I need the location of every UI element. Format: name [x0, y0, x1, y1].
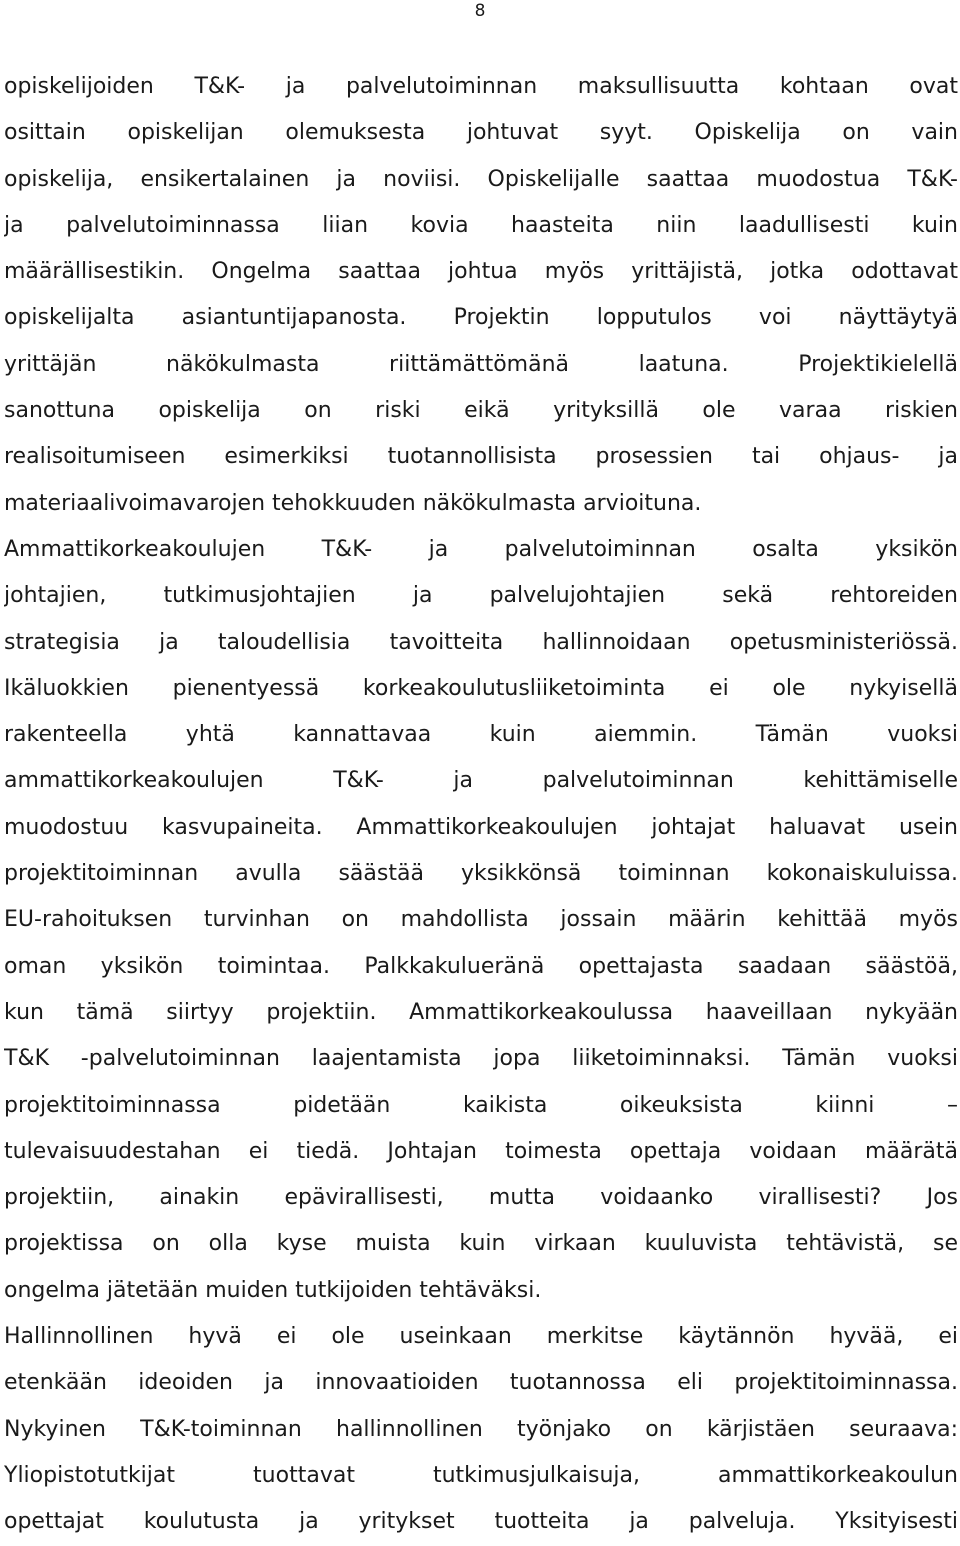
text-line: ongelma jätetään muiden tutkijoiden tehtäväksi. — [4, 1277, 542, 1303]
text-line: T&K -palvelutoiminnan laajentamista jopa liiketoiminnaksi. Tämän vuoksi — [4, 1046, 958, 1072]
text-line: osittain opiskelijan olemuksesta johtuvat syyt. Opiskelija on vain — [4, 120, 958, 146]
text-line: ammattikorkeakoulujen T&K- ja palvelutoiminnan kehittämiselle — [4, 768, 958, 794]
text-line: Yliopistotutkijat tuottavat tutkimusjulkaisuja, ammattikorkeakoulun — [4, 1462, 958, 1488]
text-line: Ikäluokkien pienentyessä korkeakoulutusliiketoiminta ei ole nykyisellä — [4, 675, 958, 701]
text-line: opiskelija, ensikertalainen ja noviisi. Opiskelijalle saattaa muodostua T&K- — [4, 166, 958, 192]
text-line: ja palvelutoiminnassa liian kovia haasteita niin laadullisesti kuin — [4, 212, 958, 238]
text-line: opiskelijoiden T&K- ja palvelutoiminnan maksullisuutta kohtaan ovat — [4, 74, 958, 99]
text-line: yrittäjän näkökulmasta riittämättömänä laatuna. Projektikielellä — [4, 351, 958, 377]
text-line: opiskelijalta asiantuntijapanosta. Projektin lopputulos voi näyttäytyä — [4, 305, 958, 331]
text-line: strategisia ja taloudellisia tavoitteita hallinnoidaan opetusministeriössä. — [4, 629, 958, 655]
text-line: Nykyinen T&K-toiminnan hallinnollinen työnjako on kärjistäen seuraava: — [4, 1416, 958, 1442]
paragraph — [4, 1314, 958, 1545]
text-line: etenkään ideoiden ja innovaatioiden tuotannossa eli projektitoiminnassa. — [4, 1370, 958, 1396]
text-line: oman yksikön toimintaa. Palkkakulueränä opettajasta saadaan säästöä, — [4, 953, 958, 979]
text-line: projektitoiminnan avulla säästää yksikkönsä toiminnan kokonaiskuluissa. — [4, 861, 958, 887]
page-number: 8 — [474, 1, 486, 21]
text-line: Ammattikorkeakoulujen T&K- ja palvelutoiminnan osalta yksikön — [4, 536, 958, 562]
document-body — [4, 64, 958, 1546]
text-line: opettajat koulutusta ja yritykset tuotteita ja palveluja. Yksityisesti — [4, 1509, 958, 1535]
paragraph — [4, 64, 958, 527]
text-line: projektissa on olla kyse muista kuin virkaan kuuluvista tehtävistä, se — [4, 1231, 958, 1257]
text-line: tulevaisuudestahan ei tiedä. Johtajan toimesta opettaja voidaan määrätä — [4, 1138, 958, 1164]
text-line: kun tämä siirtyy projektiin. Ammattikorkeakoulussa haaveillaan nykyään — [4, 999, 958, 1025]
text-line: Hallinnollinen hyvä ei ole useinkaan merkitse käytännön hyvää, ei — [4, 1324, 958, 1350]
text-line: realisoitumiseen esimerkiksi tuotannollisista prosessien tai ohjaus- ja — [4, 444, 958, 470]
text-line: projektitoiminnassa pidetään kaikista oikeuksista kiinni – — [4, 1092, 958, 1118]
text-line: EU-rahoituksen turvinhan on mahdollista jossain määrin kehittää myös — [4, 907, 958, 933]
text-line: muodostuu kasvupaineita. Ammattikorkeakoulujen johtajat haluavat usein — [4, 814, 958, 840]
text-line: määrällisestikin. Ongelma saattaa johtua myös yrittäjistä, jotka odottavat — [4, 259, 958, 285]
text-line: rakenteella yhtä kannattavaa kuin aiemmin. Tämän vuoksi — [4, 722, 958, 748]
text-line: sanottuna opiskelija on riski eikä yrityksillä ole varaa riskien — [4, 398, 958, 424]
text-line: projektiin, ainakin epävirallisesti, mutta voidaanko virallisesti? Jos — [4, 1185, 958, 1211]
text-line: materiaalivoimavarojen tehokkuuden näkökulmasta arvioituna. — [4, 490, 702, 516]
paragraph — [4, 527, 958, 1314]
text-line: johtajien, tutkimusjohtajien ja palvelujohtajien sekä rehtoreiden — [4, 583, 958, 609]
